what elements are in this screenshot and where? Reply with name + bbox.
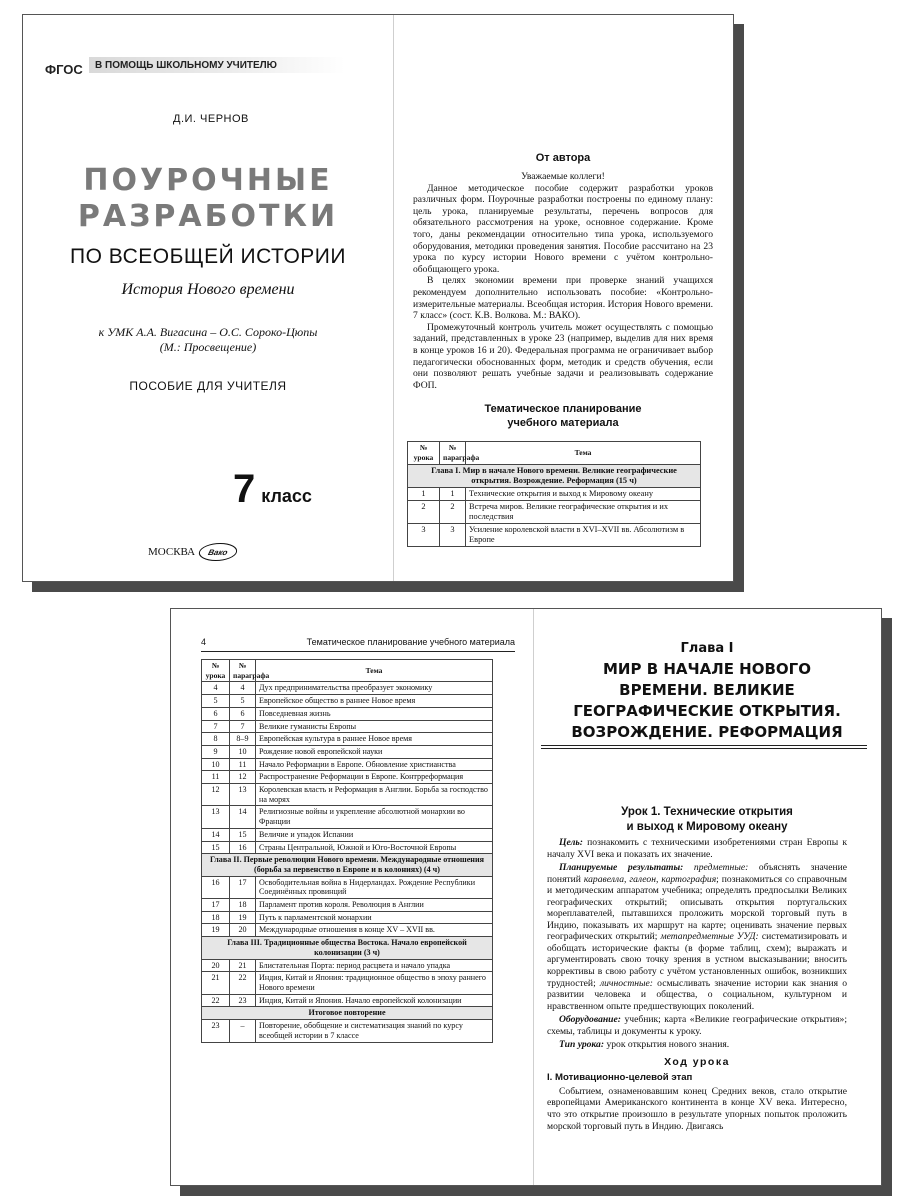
page-5 bbox=[533, 609, 881, 1185]
lesson-number-cell: 11 bbox=[202, 771, 230, 784]
top-spread bbox=[22, 14, 734, 582]
table-row bbox=[408, 524, 701, 547]
goal-text: познакомить с техническими изобретениями стран Европы к началу XVI века и показать их значение. bbox=[547, 837, 847, 860]
lesson-number-cell: 15 bbox=[202, 841, 230, 854]
series-title: В ПОМОЩЬ ШКОЛЬНОМУ УЧИТЕЛЮ bbox=[89, 57, 345, 73]
running-head: Тематическое планирование учебного материала bbox=[306, 637, 515, 647]
subject-label: предметные: bbox=[683, 862, 749, 874]
stage-text: Событием, ознаменовавшим конец Средних веков, стало открытие европейцами Американского континента в конце XV века. Интересно, что это открытие произошло в результате упорных попыток проложить морской торговый путь в Индию. Двигаясь bbox=[547, 1085, 847, 1132]
lesson-number-cell: 1 bbox=[408, 488, 440, 501]
title-line-1: ПОУРОЧНЫЕ bbox=[83, 163, 333, 198]
table-row bbox=[202, 682, 493, 695]
table-row bbox=[202, 771, 493, 784]
chapter-rule-2 bbox=[541, 748, 867, 749]
publisher bbox=[148, 543, 237, 561]
topic-cell: Индия, Китай и Япония. Начало европейской колонизации bbox=[256, 994, 493, 1007]
topic-cell: Повседневная жизнь bbox=[256, 707, 493, 720]
paragraph-number-cell: 22 bbox=[230, 972, 256, 994]
lesson-number-cell: 4 bbox=[202, 682, 230, 695]
equipment-paragraph bbox=[547, 1014, 847, 1037]
table-row bbox=[408, 501, 701, 524]
chapter-cell: Глава I. Мир в начале Нового времени. Великие географические открытия. Возрождение. Реформация (15 ч) bbox=[408, 465, 701, 488]
course-heading: Ход урока bbox=[664, 1055, 730, 1068]
table-row bbox=[202, 911, 493, 924]
topic-cell: Встреча миров. Великие географические открытия и их последствия bbox=[466, 501, 701, 524]
table-row bbox=[202, 806, 493, 828]
preface-paragraph-2: В целях экономии времени при проверке знаний учащихся рекомендуем дополнительно использовать пособие: «Контрольно-измерительные материалы. Всеобщая история. История Нового времени. 7 класс» (сост. К.В. Волкова. М.: ВАКО). bbox=[413, 275, 713, 322]
table-row bbox=[202, 707, 493, 720]
table-row bbox=[202, 972, 493, 994]
topic-cell: Усиление королевской власти в XVI–XVII вв. Абсолютизм в Европе bbox=[466, 524, 701, 547]
grade-number: 7 bbox=[233, 467, 256, 511]
chapter-row bbox=[202, 937, 493, 959]
paragraph-number-cell: 20 bbox=[230, 924, 256, 937]
lesson-body bbox=[547, 837, 847, 1134]
header-topic: Тема bbox=[466, 442, 701, 465]
plan-table-page4 bbox=[201, 659, 493, 1043]
equipment-text: учебник; карта «Великие географические открытия»; схемы, таблицы и документы к уроку. bbox=[547, 1014, 847, 1037]
topic-cell: Повторение, обобщение и систематизация знаний по курсу всеобщей истории в 7 классе bbox=[256, 1020, 493, 1042]
grade bbox=[233, 467, 312, 512]
paragraph-number-cell: 14 bbox=[230, 806, 256, 828]
paragraph-number-cell: 21 bbox=[230, 959, 256, 972]
topic-cell: Начало Реформации в Европе. Обновление христианства bbox=[256, 758, 493, 771]
topic-cell: Королевская власть и Реформация в Англии. Борьба за господство на морях bbox=[256, 784, 493, 806]
grade-word: класс bbox=[261, 486, 312, 506]
topic-cell: Великие гуманисты Европы bbox=[256, 720, 493, 733]
paragraph-number-cell: 8–9 bbox=[230, 733, 256, 746]
paragraph-number-cell: 4 bbox=[230, 682, 256, 695]
vako-logo-icon: Вако bbox=[197, 543, 240, 561]
meta-text: систематизировать и обобщать исторические факты (в форме таблиц, схем); выражать и аргументировать свою точку зрения в устном высказывании; вносить коррективы в свою работу с учётом установленных ошибок, возникших трудностей; bbox=[547, 931, 848, 989]
type-paragraph bbox=[547, 1039, 847, 1051]
table-row bbox=[202, 924, 493, 937]
lesson-number-cell: 18 bbox=[202, 911, 230, 924]
lesson-number-cell: 3 bbox=[408, 524, 440, 547]
lesson-title-line-1: Урок 1. Технические открытия bbox=[621, 806, 793, 818]
topic-cell: Распространение Реформации в Европе. Контрреформация bbox=[256, 771, 493, 784]
stage-heading: I. Мотивационно-целевой этап bbox=[547, 1072, 693, 1084]
table-row bbox=[202, 745, 493, 758]
topic-cell: Европейская культура в раннее Новое время bbox=[256, 733, 493, 746]
topic-cell: Путь к парламентской монархии bbox=[256, 911, 493, 924]
lesson-number-cell: 12 bbox=[202, 784, 230, 806]
teacher-label: ПОСОБИЕ ДЛЯ УЧИТЕЛЯ bbox=[129, 379, 287, 393]
chapter-cell: Глава II. Первые революции Нового времени. Международные отношения (борьба за первенство в Европе и в колониях) (4 ч) bbox=[202, 854, 493, 876]
chapter-row bbox=[202, 1007, 493, 1020]
lesson-number-cell: 14 bbox=[202, 828, 230, 841]
lesson-number-cell: 9 bbox=[202, 745, 230, 758]
goal-label: Цель: bbox=[559, 837, 583, 848]
type-text: урок открытия нового знания. bbox=[604, 1039, 730, 1051]
paragraph-number-cell: 1 bbox=[440, 488, 466, 501]
paragraph-number-cell: 3 bbox=[440, 524, 466, 547]
umk-line-1: к УМК А.А. Вигасина – О.С. Сороко-Цюпы bbox=[98, 325, 318, 339]
table-row bbox=[202, 1020, 493, 1042]
topic-cell: Дух предпринимательства преобразует экономику bbox=[256, 682, 493, 695]
results-paragraph bbox=[547, 862, 847, 1012]
type-label: Тип урока: bbox=[559, 1039, 605, 1051]
results-text-2: ; познакомиться со справочным и методическим аппаратом учебника; определять предпосылки Великих географических открытий; описывать открытия португальских мореплавателей, пытавшихся проложить морской торговый путь в Индию, показывать их маршрут на карте; оценивать значение первых географических открытий; bbox=[547, 873, 847, 943]
paragraph-number-cell: 13 bbox=[230, 784, 256, 806]
paragraph-number-cell: 12 bbox=[230, 771, 256, 784]
preface-page bbox=[393, 15, 733, 581]
topic-cell: Величие и упадок Испании bbox=[256, 828, 493, 841]
goal-paragraph bbox=[547, 837, 847, 860]
paragraph-number-cell: 17 bbox=[230, 876, 256, 898]
chapter-title-line: МИР В НАЧАЛЕ НОВОГО bbox=[603, 660, 811, 678]
page-number: 4 bbox=[201, 637, 207, 647]
header-lesson: № урока bbox=[202, 660, 230, 682]
lesson-title bbox=[533, 805, 881, 835]
lesson-number-cell: 10 bbox=[202, 758, 230, 771]
topic-cell: Парламент против короля. Революция в Англии bbox=[256, 899, 493, 912]
paragraph-number-cell: 6 bbox=[230, 707, 256, 720]
lesson-number-cell: 19 bbox=[202, 924, 230, 937]
umk-line-2: (М.: Просвещение) bbox=[159, 340, 257, 354]
table-row bbox=[408, 488, 701, 501]
subtitle: ПО ВСЕОБЩЕЙ ИСТОРИИ bbox=[70, 245, 346, 268]
topic-cell: Европейское общество в раннее Новое время bbox=[256, 695, 493, 708]
paragraph-number-cell: 23 bbox=[230, 994, 256, 1007]
preface-paragraph-1: Данное методическое пособие содержит разработки уроков различных форм. Поурочные разработки построены по единому плану: цель урока, планируемые результаты, перечень вопросов для обязательного рассмотрения на уроке, основное содержание. Кроме того, даны рекомендации относительно типа урока, используемого оборудования, методики проведения занятия. Пособие рассчитано на 23 урока по курсу истории Нового времени с учётом контрольно-обобщающего урока. bbox=[413, 182, 713, 275]
table-row bbox=[202, 841, 493, 854]
table-row bbox=[202, 695, 493, 708]
greeting: Уважаемые коллеги! bbox=[521, 171, 605, 182]
paragraph-number-cell: 18 bbox=[230, 899, 256, 912]
header-lesson: № урока bbox=[408, 442, 440, 465]
paragraph-number-cell: 15 bbox=[230, 828, 256, 841]
lesson-number-cell: 22 bbox=[202, 994, 230, 1007]
paragraph-number-cell: 19 bbox=[230, 911, 256, 924]
lesson-number-cell: 5 bbox=[202, 695, 230, 708]
meta-label: метапредметные УУД: bbox=[660, 931, 759, 943]
lesson-number-cell: 7 bbox=[202, 720, 230, 733]
lesson-number-cell: 8 bbox=[202, 733, 230, 746]
topic-cell: Блистательная Порта: период расцвета и начало упадка bbox=[256, 959, 493, 972]
topic-cell: Рождение новой европейской науки bbox=[256, 745, 493, 758]
page-4 bbox=[171, 609, 533, 1185]
topic-cell: Освободительная война в Нидерландах. Рождение Республики Соединённых провинций bbox=[256, 876, 493, 898]
table-row bbox=[202, 733, 493, 746]
table-row bbox=[202, 899, 493, 912]
table-row bbox=[202, 828, 493, 841]
results-terms: каравелла, галеон, картография bbox=[583, 873, 717, 885]
lesson-number-cell: 13 bbox=[202, 806, 230, 828]
lesson-number-cell: 21 bbox=[202, 972, 230, 994]
paragraph-number-cell: 16 bbox=[230, 841, 256, 854]
lesson-number-cell: 17 bbox=[202, 899, 230, 912]
chapter-title bbox=[543, 659, 871, 743]
table-row bbox=[202, 720, 493, 733]
topic-cell: Страны Центральной, Южной и Юго-Восточной Европы bbox=[256, 841, 493, 854]
author-name: Д.И. ЧЕРНОВ bbox=[173, 113, 249, 125]
chapter-title-line: ВРЕМЕНИ. ВЕЛИКИЕ bbox=[619, 681, 795, 699]
header-topic: Тема bbox=[256, 660, 493, 682]
paragraph-number-cell: 5 bbox=[230, 695, 256, 708]
chapter-label: Глава I bbox=[680, 641, 734, 656]
plan-table-top bbox=[407, 441, 701, 547]
header-paragraph: № параграфа bbox=[230, 660, 256, 682]
chapter-cell: Глава III. Традиционные общества Востока. Начало европейской колонизации (3 ч) bbox=[202, 937, 493, 959]
paragraph-number-cell: 11 bbox=[230, 758, 256, 771]
topic-cell: Религиозные войны и укрепление абсолютной монархии во Франции bbox=[256, 806, 493, 828]
lesson-number-cell: 20 bbox=[202, 959, 230, 972]
lesson-number-cell: 2 bbox=[408, 501, 440, 524]
paragraph-number-cell: 7 bbox=[230, 720, 256, 733]
paragraph-number-cell: – bbox=[230, 1020, 256, 1042]
fgos-logo: ФГОС bbox=[45, 62, 83, 77]
preface-heading: От автора bbox=[535, 152, 591, 164]
lesson-number-cell: 6 bbox=[202, 707, 230, 720]
table-row bbox=[202, 959, 493, 972]
paragraph-number-cell: 10 bbox=[230, 745, 256, 758]
topic-cell: Технические открытия и выход к Мировому океану bbox=[466, 488, 701, 501]
lesson-title-line-2: и выход к Мировому океану bbox=[626, 821, 788, 833]
table-row bbox=[202, 876, 493, 898]
bottom-spread bbox=[170, 608, 882, 1186]
header-paragraph: № параграфа bbox=[440, 442, 466, 465]
table-row bbox=[202, 784, 493, 806]
topic-cell: Индия, Китай и Япония: традиционное общество в эпоху раннего Нового времени bbox=[256, 972, 493, 994]
chapter-rule-1 bbox=[541, 745, 867, 746]
results-text-1: объяснять значение понятий bbox=[547, 862, 848, 885]
lesson-number-cell: 16 bbox=[202, 876, 230, 898]
chapter-row bbox=[202, 854, 493, 876]
series-header bbox=[45, 55, 345, 75]
preface-paragraph-3: Промежуточный контроль учитель может осуществлять с помощью заданий, представленных в уроке 23 (например, выделив для них время в конце уроков 16 и 20). Федеральная программа не ограничивает выбор педагогически обоснованных форм, методик и средств обучения, если они позволяют решать учебные задачи и реализовывать содержание ФОП. bbox=[413, 321, 713, 391]
title-line-2: РАЗРАБОТКИ bbox=[77, 199, 339, 234]
personal-label: личностные: bbox=[599, 977, 653, 989]
personal-text: осмысливать значение истории как знания о развитии человека и общества, о социальном, культурном и нравственном опыте предшествующих поколений. bbox=[547, 977, 848, 1012]
subtitle-2: История Нового времени bbox=[121, 281, 295, 298]
lesson-number-cell: 23 bbox=[202, 1020, 230, 1042]
chapter-title-line: ВОЗРОЖДЕНИЕ. РЕФОРМАЦИЯ bbox=[571, 723, 843, 741]
topic-cell: Международные отношения в конце XV – XVII вв. bbox=[256, 924, 493, 937]
table-row bbox=[202, 994, 493, 1007]
table-row bbox=[202, 758, 493, 771]
paragraph-number-cell: 2 bbox=[440, 501, 466, 524]
plan-title-2: учебного материала bbox=[507, 417, 619, 429]
chapter-row bbox=[408, 465, 701, 488]
plan-title-1: Тематическое планирование bbox=[484, 403, 642, 415]
equipment-label: Оборудование: bbox=[559, 1014, 621, 1026]
results-label: Планируемые результаты: bbox=[559, 862, 684, 874]
chapter-cell: Итоговое повторение bbox=[202, 1007, 493, 1020]
header-rule bbox=[201, 651, 515, 652]
cover-page bbox=[23, 15, 393, 581]
preface-text bbox=[413, 171, 713, 391]
city: МОСКВА bbox=[148, 546, 196, 558]
chapter-title-line: ГЕОГРАФИЧЕСКИЕ ОТКРЫТИЯ. bbox=[573, 702, 841, 720]
